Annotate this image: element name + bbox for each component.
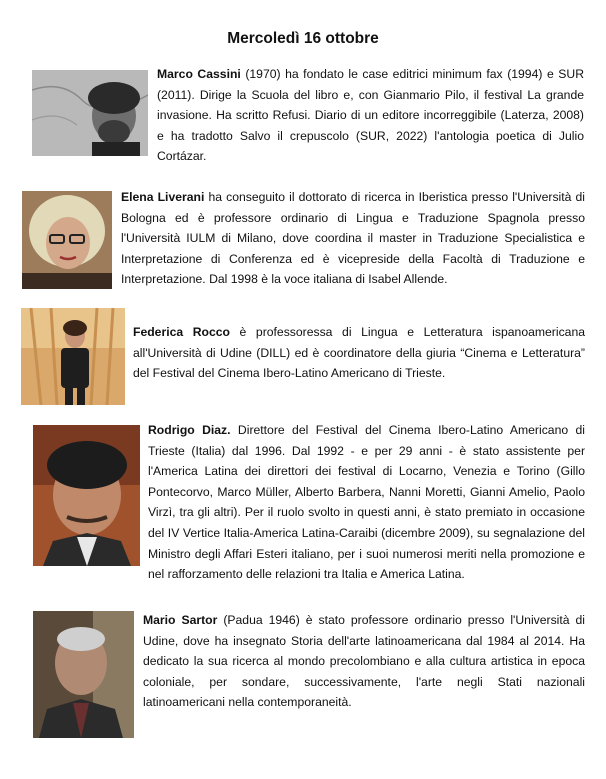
portrait-elena-liverani bbox=[22, 191, 112, 289]
person-name: Marco Cassini bbox=[157, 67, 241, 81]
person-name: Mario Sartor bbox=[143, 613, 218, 627]
person-name: Rodrigo Diaz. bbox=[148, 423, 231, 437]
bio-rodrigo-diaz bbox=[148, 420, 585, 585]
portrait-rodrigo-diaz bbox=[33, 425, 140, 566]
person-bio: è professoressa di Lingua e Letteratura ispanoamericana all'Università di Udine (DILL) ed è coordinatore della giuria “Cinema e Letteratura” del Festival del Cinema Ibero-Latino Americano di Trieste. bbox=[133, 325, 585, 381]
bio-marco-cassini bbox=[157, 64, 584, 167]
bio-elena-liverani bbox=[121, 187, 585, 290]
person-bio: (1970) ha fondato le case editrici minimum fax (1994) e SUR (2011). Dirige la Scuola del libro e, con Gianmario Pilo, il festival La grande invasione. Ha scritto Refusi. Diario di un editore incorreggibile (Laterza, 2008) e ha tradotto Salvo il crepuscolo (SUR, 2022) l'antologia poetica di Julio Cortázar. bbox=[157, 67, 584, 164]
person-bio: Direttore del Festival del Cinema Ibero-Latino Americano di Trieste (Italia) dal 1996. Dal 1992 - e per 29 anni - è stato assistente per l'America Latina dei direttori dei festival di Locarno, Venezia e Torino (Gillo Pontecorvo, Marco Müller, Alberto Barbera, Nanni Moretti, Gianni Amelio, Paolo Virzì, tra gli altri). Per il ruolo svolto in questi anni, è stato premiato in occasione del IV Vertice Italia-America Latina-Caraibi (dicembre 2009), su segnalazione del Ministro degli Affari Esteri italiano, per i suoi numerosi meriti nella promozione e nel rafforzamento delle relazioni tra Italia e America Latina. bbox=[148, 423, 585, 582]
portrait-mario-sartor bbox=[33, 611, 134, 738]
bio-mario-sartor bbox=[143, 610, 585, 713]
person-bio: (Padua 1946) è stato professore ordinario presso l'Università di Udine, dove ha insegnato Storia dell'arte latinoamericana dal 1984 al 2014. Ha dedicato la sua ricerca al mondo precolombiano e alla cultura artistica in epoca coloniale, per sondare, successivamente, l'arte negli Stati nazionali latinoamericani nella contemporaneità. bbox=[143, 613, 585, 710]
page-title: Mercoledì 16 ottobre bbox=[227, 30, 379, 47]
person-bio: ha conseguito il dottorato di ricerca in Iberistica presso l'Università di Bologna ed è professore ordinario di Lingua e Traduzione Spagnola presso l'Università IULM di Milano, dove coordina il master in Traduzione Specialistica e Interpretazione di Conferenza ed è vicepreside della Facoltà di Traduzione e Interpretazione. Dal 1998 è la voce italiana di Isabel Allende. bbox=[121, 190, 586, 287]
portrait-marco-cassini bbox=[32, 70, 148, 156]
bio-federica-rocco bbox=[133, 322, 585, 384]
portrait-federica-rocco bbox=[21, 308, 125, 405]
person-name: Federica Rocco bbox=[133, 325, 230, 339]
person-name: Elena Liverani bbox=[121, 190, 205, 204]
